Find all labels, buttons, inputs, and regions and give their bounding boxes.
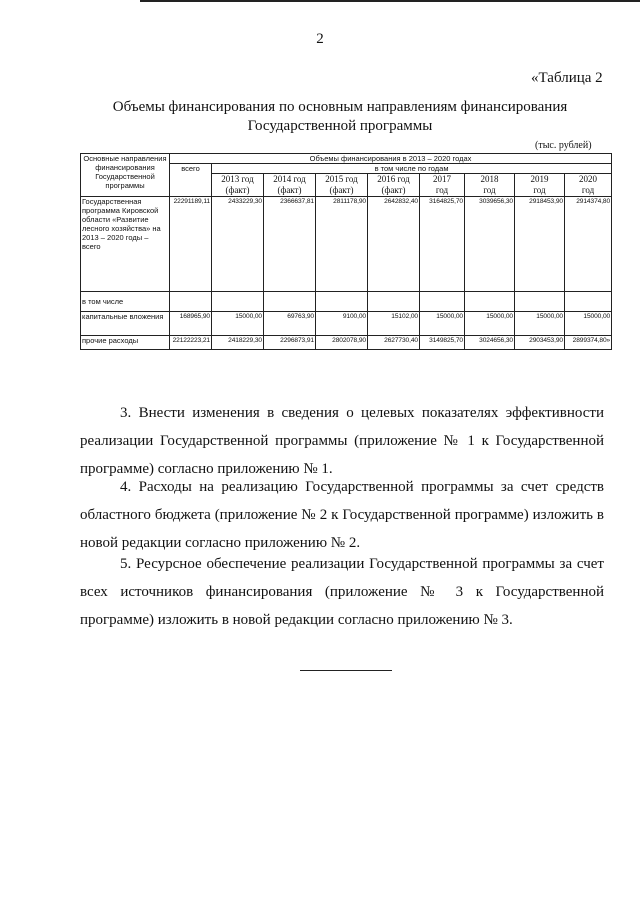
header-year: 2016 год (факт) [368, 174, 420, 197]
cell-value: 2918453,90 [515, 197, 565, 292]
page-number: 2 [316, 31, 324, 47]
cell-value: 15000,00 [465, 312, 515, 336]
paragraph-3: 3. Внести изменения в сведения о целевых показателях эффективности реализации Государственной программы (приложение № 1 к Государственной программе) согласно приложению № 1. [80, 405, 604, 477]
cell-value [465, 292, 515, 312]
cell-value: 22122223,21 [170, 336, 212, 350]
cell-value: 2903453,90 [515, 336, 565, 350]
separator-line [300, 670, 392, 671]
cell-value [264, 292, 316, 312]
cell-value: 69763,90 [264, 312, 316, 336]
table-label: «Таблица 2 [531, 70, 603, 86]
cell-value [316, 292, 368, 312]
cell-value [565, 292, 612, 312]
table-row [81, 197, 612, 292]
header-main: Основные направления финансирования Государственной программы [81, 154, 170, 197]
table-row [81, 336, 612, 350]
cell-value [368, 292, 420, 312]
cell-value: 3024656,30 [465, 336, 515, 350]
table-title [80, 98, 600, 136]
cell-value: 15000,00 [565, 312, 612, 336]
table-row [81, 292, 612, 312]
cell-value: 2627730,40 [368, 336, 420, 350]
cell-value: 15000,00 [515, 312, 565, 336]
cell-value: 2642832,40 [368, 197, 420, 292]
table-title-line-2: Государственной программы [247, 118, 433, 134]
cell-value: 22291189,11 [170, 197, 212, 292]
table-row [81, 312, 612, 336]
units-note: (тыс. рублей) [535, 140, 592, 151]
cell-value: 9100,00 [316, 312, 368, 336]
header-year: 2014 год (факт) [264, 174, 316, 197]
cell-value: 3164825,70 [420, 197, 465, 292]
paragraph-4: 4. Расходы на реализацию Государственной программы за счет средств областного бюджета (приложение № 2 к Государственной программе) изложить в новой редакции согласно приложению № 2. [80, 479, 604, 551]
cell-value: 2802078,90 [316, 336, 368, 350]
top-rule [140, 0, 640, 2]
header-year: 2020 год [565, 174, 612, 197]
cell-value [420, 292, 465, 312]
header-year: 2019 год [515, 174, 565, 197]
cell-value: 2418229,30 [212, 336, 264, 350]
cell-value [170, 292, 212, 312]
row-label: в том числе [81, 292, 170, 312]
cell-value: 3149825,70 [420, 336, 465, 350]
cell-value: 2433229,30 [212, 197, 264, 292]
cell-value: 15102,00 [368, 312, 420, 336]
row-label: Государственная программа Кировской области «Развитие лесного хозяйства» на 2013 – 2020 годы – всего [81, 197, 170, 292]
cell-value: 2899374,80» [565, 336, 612, 350]
header-subgroup: в том числе по годам [212, 164, 612, 174]
row-label: прочие расходы [81, 336, 170, 350]
header-year: 2015 год (факт) [316, 174, 368, 197]
header-group: Объемы финансирования в 2013 – 2020 годах [170, 154, 612, 164]
row-label: капитальные вложения [81, 312, 170, 336]
cell-value: 2914374,80 [565, 197, 612, 292]
header-total: всего [170, 164, 212, 197]
cell-value: 2366637,81 [264, 197, 316, 292]
header-row-1 [81, 154, 612, 164]
cell-value: 15000,00 [212, 312, 264, 336]
header-year: 2013 год (факт) [212, 174, 264, 197]
financing-table [80, 153, 612, 350]
header-year: 2018 год [465, 174, 515, 197]
table-title-line-1: Объемы финансирования по основным направлениям финансирования [112, 99, 568, 115]
cell-value [212, 292, 264, 312]
cell-value: 2811178,90 [316, 197, 368, 292]
cell-value: 15000,00 [420, 312, 465, 336]
paragraph-5: 5. Ресурсное обеспечение реализации Государственной программы за счет всех источников финансирования (приложение № 3 к Государственной программе) изложить в новой редакции согласно приложению № 3. [80, 556, 604, 628]
header-year: 2017 год [420, 174, 465, 197]
cell-value: 3039656,30 [465, 197, 515, 292]
cell-value: 2296873,91 [264, 336, 316, 350]
cell-value: 168965,90 [170, 312, 212, 336]
cell-value [515, 292, 565, 312]
